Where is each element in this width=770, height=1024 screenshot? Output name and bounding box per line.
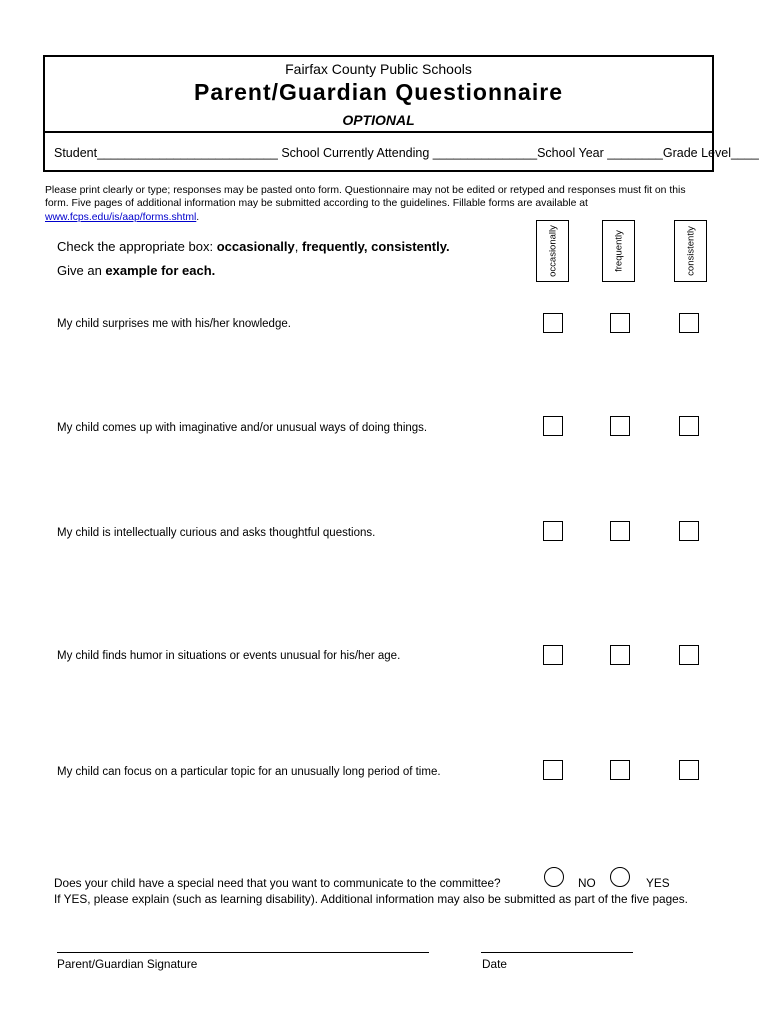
q5-consistently-checkbox[interactable]	[679, 760, 699, 780]
date-line[interactable]	[481, 952, 633, 953]
check-opt-frequently-consistently: frequently, consistently.	[302, 239, 450, 254]
check-instruction	[57, 239, 450, 254]
parent-signature-label: Parent/Guardian Signature	[57, 957, 198, 971]
check-prefix: Check the appropriate box:	[57, 239, 217, 254]
check-sep: ,	[294, 239, 302, 254]
example-instruction	[57, 263, 215, 278]
q3-frequently-checkbox[interactable]	[610, 521, 630, 541]
special-need-yes-label: YES	[646, 876, 670, 890]
special-need-no-label: NO	[578, 876, 596, 890]
question-2: My child comes up with imaginative and/or unusual ways of doing things.	[57, 422, 428, 434]
q1-occasionally-checkbox[interactable]	[543, 313, 563, 333]
instructions-text: Please print clearly or type; responses may be pasted onto form. Questionnaire may not be edited or retyped and responses must fit on this form. Five pages of additional information may be submitted according to the guidelines. Fillable forms are available at	[45, 185, 686, 210]
question-5: My child can focus on a particular topic for an unusually long period of time.	[57, 766, 441, 778]
q4-frequently-checkbox[interactable]	[610, 645, 630, 665]
q5-frequently-checkbox[interactable]	[610, 760, 630, 780]
instructions	[45, 184, 705, 224]
column-label-consistently: consistently	[685, 226, 696, 276]
signature-line[interactable]	[57, 952, 429, 953]
header-box	[43, 55, 759, 172]
question-4: My child finds humor in situations or events unusual for his/her age.	[57, 650, 401, 662]
q3-occasionally-checkbox[interactable]	[543, 521, 563, 541]
column-label-occasionally: occasionally	[547, 225, 558, 277]
header-divider	[45, 131, 712, 133]
q4-consistently-checkbox[interactable]	[679, 645, 699, 665]
column-header-consistently	[674, 220, 707, 282]
question-1: My child surprises me with his/her knowledge.	[57, 318, 291, 330]
column-label-frequently: frequently	[613, 230, 624, 272]
column-header-occasionally	[536, 220, 569, 282]
check-opt-occasionally: occasionally	[216, 239, 295, 254]
q4-occasionally-checkbox[interactable]	[543, 645, 563, 665]
special-need-question: Does your child have a special need that you want to communicate to the committee?	[54, 876, 501, 890]
special-need-no-radio[interactable]	[544, 867, 564, 887]
example-bold: example for each.	[105, 263, 216, 278]
q3-consistently-checkbox[interactable]	[679, 521, 699, 541]
q2-consistently-checkbox[interactable]	[679, 416, 699, 436]
optional-label: OPTIONAL	[342, 112, 415, 128]
forms-link[interactable]: www.fcps.edu/is/aap/forms.shtml	[45, 211, 197, 223]
date-label: Date	[482, 957, 507, 971]
student-info-fields[interactable]: Student__________________________ School Currently Attending _______________School Year ________Grade Level____	[54, 146, 759, 160]
school-district-name: Fairfax County Public Schools	[285, 61, 472, 77]
page-title: Parent/Guardian Questionnaire	[194, 79, 563, 105]
column-header-frequently	[602, 220, 635, 282]
special-need-explain: If YES, please explain (such as learning disability). Additional information may also be submitted as part of the five pages.	[54, 892, 688, 906]
q5-occasionally-checkbox[interactable]	[543, 760, 563, 780]
q2-frequently-checkbox[interactable]	[610, 416, 630, 436]
q1-consistently-checkbox[interactable]	[679, 313, 699, 333]
special-need-yes-radio[interactable]	[610, 867, 630, 887]
q2-occasionally-checkbox[interactable]	[543, 416, 563, 436]
question-3: My child is intellectually curious and asks thoughtful questions.	[57, 527, 376, 539]
give-prefix: Give an	[57, 263, 106, 278]
q1-frequently-checkbox[interactable]	[610, 313, 630, 333]
instructions-end: .	[196, 211, 200, 223]
